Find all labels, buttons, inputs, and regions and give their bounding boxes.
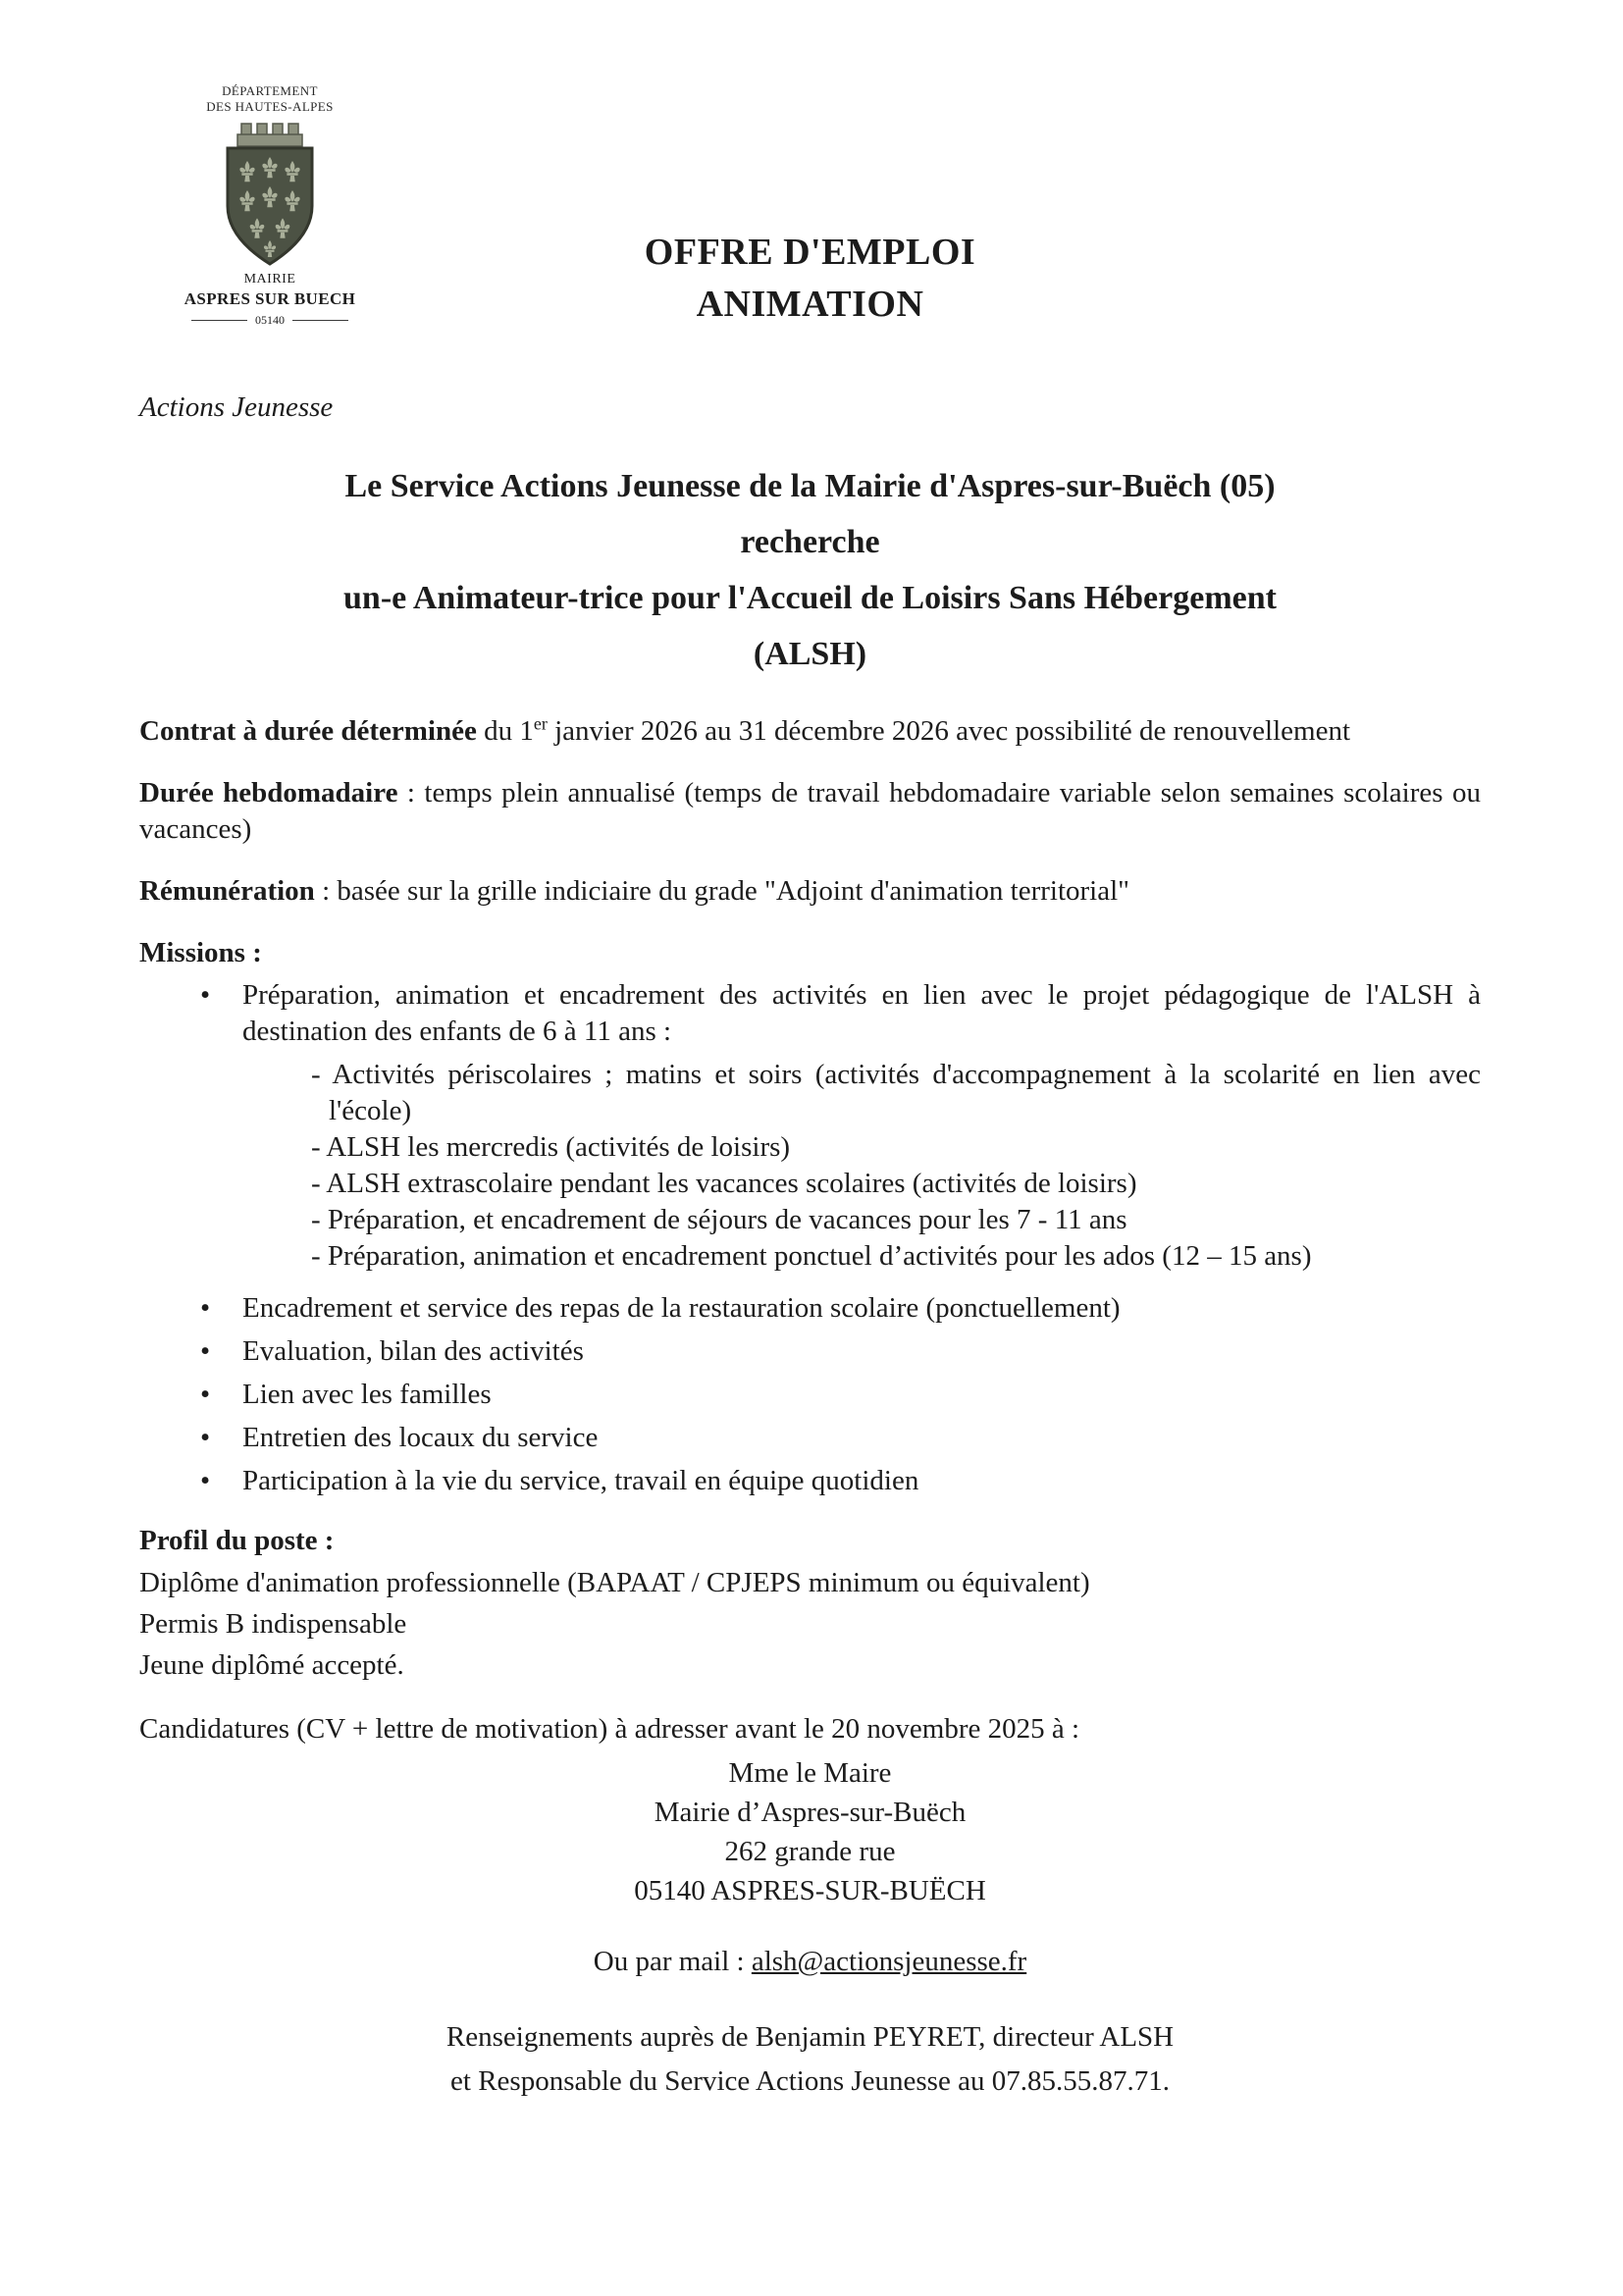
job-offer-heading-line2: recherche — [740, 524, 880, 560]
email-prefix: Ou par mail : — [593, 1946, 752, 1977]
profile-section-label: Profil du poste : — [139, 1525, 335, 1556]
address-line: 262 grande rue — [724, 1836, 896, 1867]
mission-sub-item: - Préparation, et encadrement de séjours de vacances pour les 7 - 11 ans — [311, 1204, 1127, 1235]
job-offer-heading-line3: un-e Animateur-trice pour l'Accueil de Loisirs Sans Hébergement — [343, 580, 1277, 616]
service-tagline: Actions Jeunesse — [139, 391, 334, 423]
profile-line: Diplôme d'animation professionnelle (BAPAAT / CPJEPS minimum ou équivalent) — [139, 1567, 1090, 1598]
contract-text-pre: du 1 — [476, 715, 534, 747]
document-header — [139, 83, 1481, 386]
mission-bullet: • Evaluation, bilan des activités — [139, 1333, 1481, 1370]
profile-line: Permis B indispensable — [139, 1608, 407, 1640]
contract-text-post: janvier 2026 au 31 décembre 2026 avec possibilité de renouvellement — [547, 715, 1351, 747]
contact-info — [139, 2015, 1481, 2104]
job-offer-heading — [139, 458, 1481, 682]
mission-sub-item: - ALSH les mercredis (activités de loisirs) — [311, 1131, 791, 1163]
mission-sub-item: - ALSH extrascolaire pendant les vacances scolaires (activités de loisirs) — [311, 1168, 1137, 1199]
email-line — [139, 1944, 1481, 1980]
salary-label: Rémunération — [139, 875, 315, 907]
mission-bullet: • Encadrement et service des repas de la restauration scolaire (ponctuellement) — [139, 1290, 1481, 1327]
profile-section — [139, 1523, 1481, 1684]
logo-postal-code-text: 05140 — [255, 313, 285, 327]
profile-line: Jeune diplômé accepté. — [139, 1649, 404, 1681]
mission-sub-items — [139, 1057, 1481, 1275]
salary-paragraph — [139, 873, 1481, 910]
logo-city-label: ASPRES SUR BUECH — [183, 289, 356, 308]
contact-line2: et Responsable du Service Actions Jeunesse au 07.85.55.87.71. — [450, 2065, 1170, 2097]
mission-bullet: • Entretien des locaux du service — [139, 1420, 1481, 1456]
mission-sub-item: - Préparation, animation et encadrement ponctuel d’activités pour les ados (12 – 15 ans) — [311, 1240, 1312, 1272]
address-line: 05140 ASPRES-SUR-BUËCH — [634, 1875, 986, 1906]
logo-department-line2: DES HAUTES-ALPES — [206, 99, 334, 114]
mission-sub-item: - Activités périscolaires ; matins et soirs (activités d'accompagnement à la scolarité en lien avec l'école) — [311, 1059, 1481, 1126]
address-line: Mme le Maire — [728, 1757, 892, 1789]
document-title — [139, 227, 1481, 331]
salary-text: : basée sur la grille indiciaire du grade "Adjoint d'animation territorial" — [314, 875, 1129, 907]
logo-mairie-label: MAIRIE — [243, 272, 296, 287]
mailing-address — [139, 1753, 1481, 1910]
mission-lead-bullet: • Préparation, animation et encadrement des activités en lien avec le projet pédagogique de l'ALSH à destination des enfants de 6 à 11 ans : — [139, 977, 1481, 1050]
address-line: Mairie d’Aspres-sur-Buëch — [654, 1797, 967, 1828]
mission-bullet: • Participation à la vie du service, travail en équipe quotidien — [139, 1463, 1481, 1499]
contract-paragraph — [139, 713, 1481, 750]
weekly-hours-paragraph — [139, 775, 1481, 848]
missions-section-label: Missions : — [139, 937, 262, 968]
email-link[interactable]: alsh@actionsjeunesse.fr — [751, 1946, 1027, 1977]
logo-department-line1: DÉPARTEMENT — [222, 83, 318, 98]
applications-intro: Candidatures (CV + lettre de motivation) à adresser avant le 20 novembre 2025 à : — [139, 1713, 1080, 1745]
mission-bullet: • Lien avec les familles — [139, 1377, 1481, 1413]
contract-ordinal-superscript: er — [533, 713, 548, 734]
document-title-line2: ANIMATION — [696, 284, 924, 325]
logo-department-text — [157, 83, 383, 115]
contract-label: Contrat à durée déterminée — [139, 715, 477, 747]
contact-line1: Renseignements auprès de Benjamin PEYRET, directeur ALSH — [445, 2021, 1175, 2053]
weekly-hours-text: : temps plein annualisé (temps de travail hebdomadaire variable selon semaines scolaires ou vacances) — [139, 777, 1481, 845]
document-title-line1: OFFRE D'EMPLOI — [644, 232, 976, 273]
job-offer-heading-line4: (ALSH) — [753, 636, 867, 672]
weekly-hours-label: Durée hebdomadaire — [139, 777, 398, 809]
job-offer-heading-line1: Le Service Actions Jeunesse de la Mairie d'Aspres-sur-Buëch (05) — [344, 468, 1276, 504]
